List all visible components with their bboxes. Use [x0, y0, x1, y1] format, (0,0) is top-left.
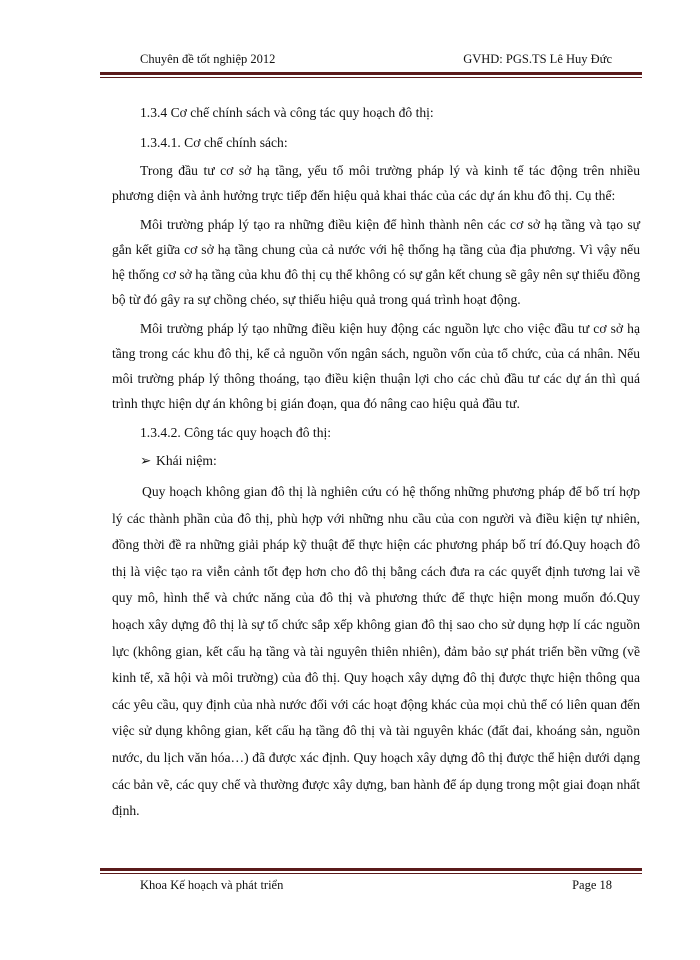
header-rule-thin	[100, 77, 642, 78]
header-rule-thick	[100, 72, 642, 75]
section-heading-1-3-4-1: 1.3.4.1. Cơ chế chính sách:	[140, 135, 288, 150]
header-left-text: Chuyên đề tốt nghiệp 2012	[140, 52, 276, 66]
section-heading-1-3-4-2: 1.3.4.2. Công tác quy hoạch đô thị:	[140, 425, 332, 440]
footer-rule-thin	[100, 873, 642, 874]
paragraph-2: Môi trường pháp lý tạo ra những điều kiện để hình thành nên các cơ sở hạ tầng và tạo sự gắn kết giữa cơ sở hạ tầng chung của cả nước với hệ thống hạ tầng của địa phương. Vì vậy nếu hệ thống cơ sở hạ tầng của khu đô thị cụ thể không có sự gắn kết chung sẽ gây nên sự thiếu đồng bộ từ đó gây ra sự chồng chéo, sự thiếu hiệu quả trong quá trình hoạt động.	[112, 217, 640, 307]
section-heading-1-3-4: 1.3.4 Cơ chế chính sách và công tác quy hoạch đô thị:	[140, 105, 434, 120]
bullet-item	[112, 448, 640, 473]
page-footer	[140, 878, 612, 893]
paragraph-1: Trong đầu tư cơ sở hạ tầng, yếu tố môi trường pháp lý và kinh tế tác động trên nhiều phương diện và ảnh hưởng trực tiếp đến hiệu quả khai thác của các dự án khu đô thị. Cụ thể:	[112, 163, 640, 203]
header-right-text: GVHD: PGS.TS Lê Huy Đức	[463, 52, 612, 66]
paragraph-3: Môi trường pháp lý tạo những điều kiện huy động các nguồn lực cho việc đầu tư cơ sở hạ tầng trong các khu đô thị, kể cả nguồn vốn ngân sách, nguồn vốn của tổ chức, của cá nhân. Nếu môi trường pháp lý thông thoáng, tạo điều kiện thuận lợi cho các chủ đầu tư các dự án thì quá trình thực hiện dự án không bị gián đoạn, qua đó nâng cao hiệu quả đầu tư.	[112, 321, 640, 411]
page-number: Page 18	[572, 878, 612, 892]
footer-rule-thick	[100, 868, 642, 871]
page-body	[112, 100, 640, 825]
arrow-bullet-icon: ➢	[140, 453, 152, 468]
footer-left-text: Khoa Kế hoạch và phát triển	[140, 878, 284, 892]
page-header	[140, 52, 612, 70]
bullet-label: Khái niệm:	[156, 453, 217, 468]
paragraph-4: Quy hoạch không gian đô thị là nghiên cứu có hệ thống những phương pháp để bố trí hợp lý các thành phần của đô thị, phù hợp với những nhu cầu của con người và điều kiện tự nhiên, đồng thời đề ra những giải pháp kỹ thuật để thực hiện các phương pháp bố trí đó.Quy hoạch đô thị là việc tạo ra viễn cảnh tốt đẹp hơn cho đô thị bằng cách đưa ra các quyết định tương lai về quy mô, hình thể và chức năng của đô thị và phương thức để thực hiện mong muốn đó.Quy hoạch xây dựng đô thị là sự tổ chức sắp xếp không gian đô thị sao cho sử dụng hợp lí các nguồn lực (không gian, kết cấu hạ tầng và tài nguyên thiên nhiên), đảm bảo sự phát triển bền vững (về kinh tế, xã hội và môi trường) của đô thị. Quy hoạch xây dựng đô thị được thực hiện thông qua các yêu cầu, quy định của nhà nước đối với các hoạt động khác của mọi chủ thể có liên quan đến việc sử dụng không gian, kết cấu hạ tầng đô thị và tài nguyên khác (đất đai, khoáng sản, nguồn nước, du lịch văn hóa…) đã được xác định. Quy hoạch xây dựng đô thị được thể hiện dưới dạng các bản vẽ, các quy chế và thường được xây dựng, ban hành để áp dụng trong một giai đoạn nhất định.	[112, 484, 640, 819]
